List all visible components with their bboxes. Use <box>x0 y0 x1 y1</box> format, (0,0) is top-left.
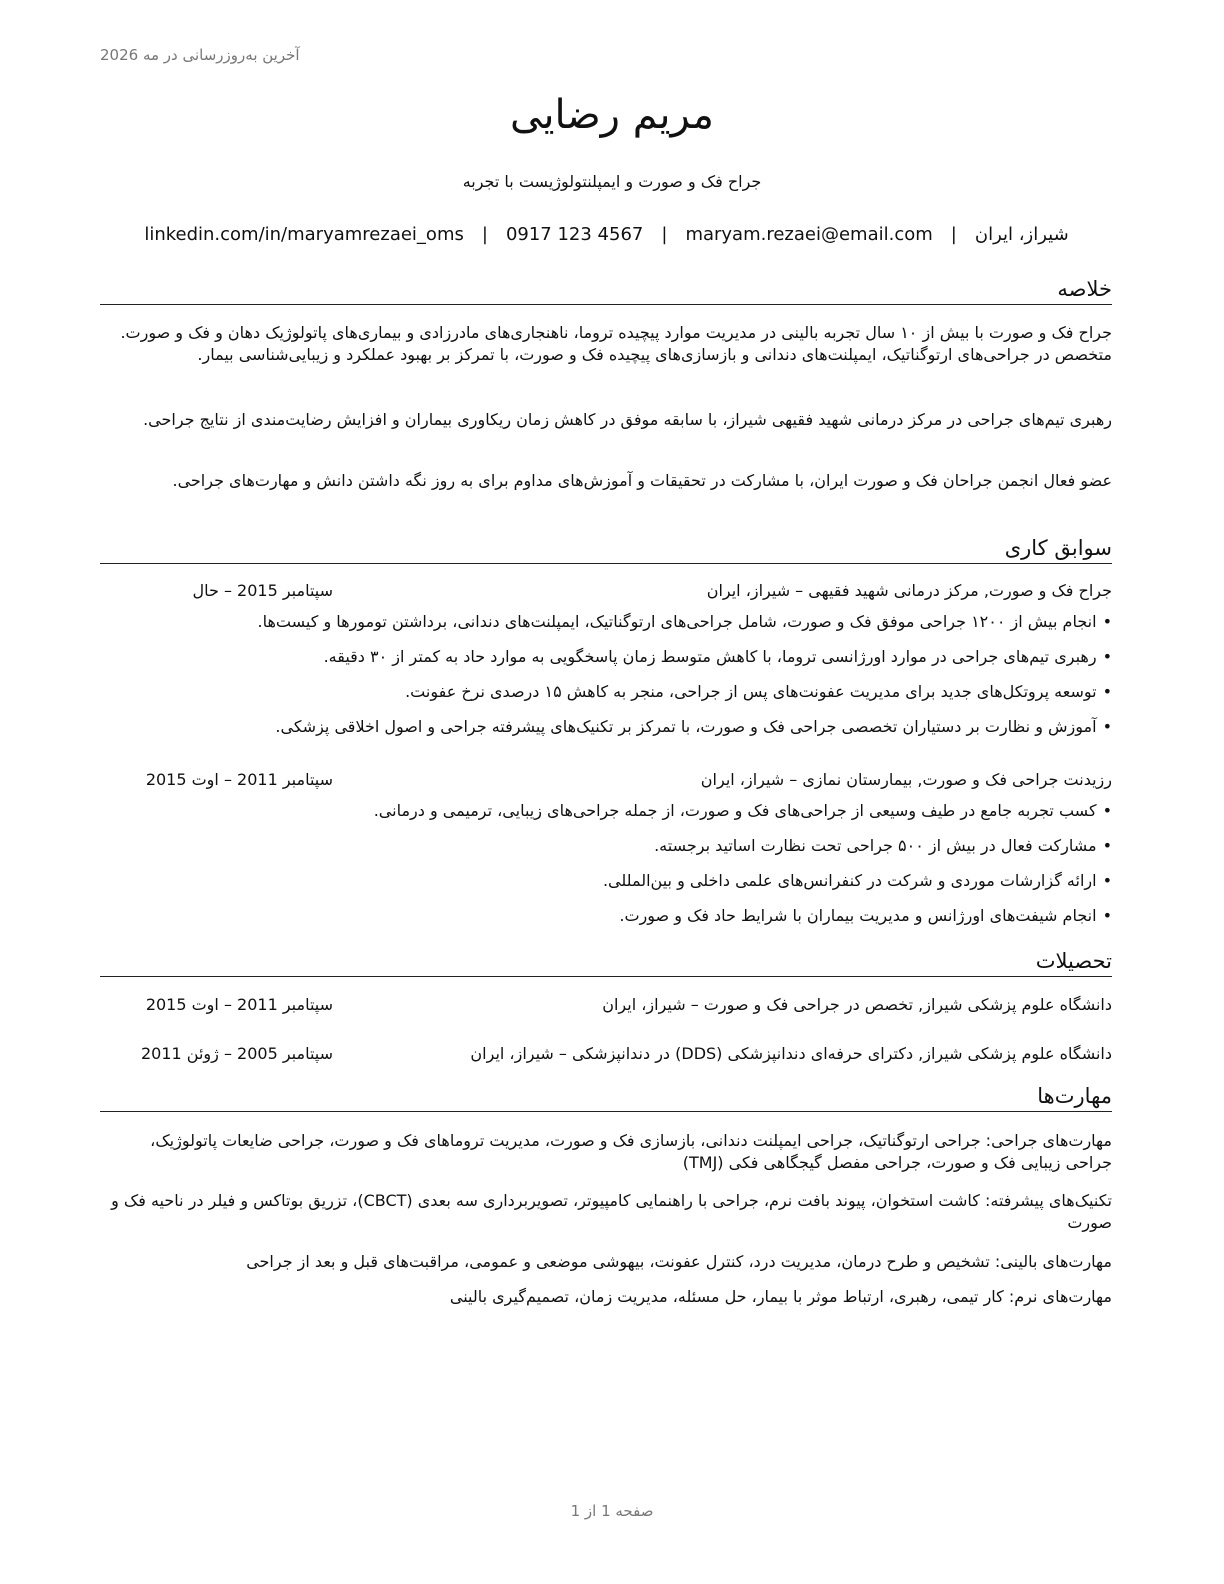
list-item <box>100 715 1112 750</box>
education-date: سپتامبر 2005 – ژوئن 2011 <box>140 1044 333 1063</box>
summary-paragraph: رهبری تیم‌های جراحی در مرکز درمانی شهید فقیهی شیراز، با سابقه موفق در کاهش زمان ریکاوری بیماران و افزایش رضایت‌مندی از نتایج جراحی. <box>143 410 1112 429</box>
job-date: سپتامبر 2015 – حال <box>192 581 333 600</box>
contact-phone: 0917 123 4567 <box>505 224 644 245</box>
last-updated: آخرین به‌روزرسانی در مه 2026 <box>100 46 300 64</box>
job-title: رزیدنت جراحی فک و صورت, بیمارستان نمازی – شیراز، ایران <box>700 770 1112 789</box>
bullet-text: ارائه گزارشات موردی و شرکت در کنفرانس‌های علمی داخلی و بین‌المللی. <box>602 871 1097 890</box>
list-item <box>100 610 1112 645</box>
section-heading-education: تحصیلات <box>100 948 1112 977</box>
list-item <box>100 869 1112 904</box>
section-heading-skills: مهارت‌ها <box>100 1083 1112 1112</box>
summary-paragraph: جراح فک و صورت با بیش از ۱۰ سال تجربه بالینی در مدیریت موارد پیچیده تروما، ناهنجاری‌های مادرزادی و بیماری‌های پاتولوژیک دهان و فک و صورت. متخصص در جراحی‌های ارتوگناتیک، ایمپلنت‌های دندانی و بازسازی‌های پیچیده فک و صورت، با تمرکز بر بهبود عملکرد و زیبایی‌شناسی بیمار. <box>120 323 1112 364</box>
contact-email[interactable]: maryam.rezaei@email.com <box>685 224 933 245</box>
bullet-text: رهبری تیم‌های جراحی در موارد اورژانسی تروما، با کاهش متوسط زمان پاسخگویی به موارد حاد به کمتر از ۳۰ دقیقه. <box>323 647 1097 666</box>
list-item <box>100 645 1112 680</box>
list-item <box>100 799 1112 834</box>
job-date: سپتامبر 2011 – اوت 2015 <box>145 770 333 789</box>
contact-separator: | <box>661 224 668 245</box>
bullet-text: توسعه پروتکل‌های جدید برای مدیریت عفونت‌های پس از جراحی، منجر به کاهش ۱۵ درصدی نرخ عفونت. <box>405 682 1097 701</box>
skills-line: مهارت‌های نرم: کار تیمی، رهبری، ارتباط موثر با بیمار، حل مسئله، مدیریت زمان، تصمیم‌گیری بالینی <box>449 1287 1112 1306</box>
skills-line: تکنیک‌های پیشرفته: کاشت استخوان، پیوند بافت نرم، جراحی با راهنمایی کامپیوتر، تصویربرداری سه بعدی (CBCT)، تزریق بوتاکس و فیلر در ناحیه فک و صورت <box>111 1191 1112 1232</box>
bullet-dot: • <box>1102 612 1112 631</box>
candidate-name: مریم رضایی <box>510 92 714 138</box>
bullet-dot: • <box>1102 801 1112 820</box>
bullet-text: انجام شیفت‌های اورژانس و مدیریت بیماران با شرایط حاد فک و صورت. <box>619 906 1097 925</box>
skills-line: مهارت‌های جراحی: جراحی ارتوگناتیک، جراحی ایمپلنت دندانی، بازسازی فک و صورت، مدیریت تروماهای فک و صورت، جراحی ضایعات پاتولوژیک، جراحی زیبایی فک و صورت، جراحی مفصل گیجگاهی فکی (TMJ) <box>150 1131 1112 1172</box>
job-row <box>100 579 1112 603</box>
list-item <box>100 834 1112 869</box>
education-row <box>100 993 1112 1017</box>
candidate-subtitle: جراح فک و صورت و ایمپلنتولوژیست با تجربه <box>462 172 762 191</box>
list-item <box>100 680 1112 715</box>
education-date: سپتامبر 2011 – اوت 2015 <box>145 995 333 1014</box>
bullet-dot: • <box>1102 647 1112 666</box>
job-row <box>100 768 1112 792</box>
bullet-text: انجام بیش از ۱۲۰۰ جراحی موفق فک و صورت، شامل جراحی‌های ارتوگناتیک، ایمپلنت‌های دندانی، برداشتن تومورها و کیست‌ها. <box>257 612 1097 631</box>
bullet-dot: • <box>1102 871 1112 890</box>
contact-location: شیراز، ایران <box>974 224 1069 245</box>
contact-separator: | <box>481 224 488 245</box>
bullet-dot: • <box>1102 906 1112 925</box>
list-item <box>100 904 1112 939</box>
skills-line: مهارت‌های بالینی: تشخیص و طرح درمان، مدیریت درد، کنترل عفونت، بیهوشی موضعی و عمومی، مراقبت‌های قبل و بعد از جراحی <box>246 1252 1112 1271</box>
contact-linkedin[interactable]: linkedin.com/in/maryamrezaei_oms <box>144 224 464 245</box>
contact-line <box>100 224 1113 245</box>
bullet-text: کسب تجربه جامع در طیف وسیعی از جراحی‌های فک و صورت، از جمله جراحی‌های زیبایی، ترمیمی و درمانی. <box>373 801 1097 820</box>
section-heading-summary: خلاصه <box>100 276 1112 305</box>
education-row <box>100 1042 1112 1066</box>
section-heading-experience: سوابق کاری <box>100 535 1112 564</box>
contact-separator: | <box>950 224 957 245</box>
page-number: صفحه 1 از 1 <box>570 1502 654 1520</box>
summary-paragraph: عضو فعال انجمن جراحان فک و صورت ایران، با مشارکت در تحقیقات و آموزش‌های مداوم برای به روز نگه داشتن دانش و مهارت‌های جراحی. <box>172 471 1112 490</box>
job-bullets <box>100 610 1112 750</box>
bullet-text: آموزش و نظارت بر دستیاران تخصصی جراحی فک و صورت، با تمرکز بر تکنیک‌های پیشرفته جراحی و اصول اخلاقی پزشکی. <box>275 717 1097 736</box>
job-bullets <box>100 799 1112 939</box>
bullet-text: مشارکت فعال در بیش از ۵۰۰ جراحی تحت نظارت اساتید برجسته. <box>654 836 1097 855</box>
bullet-dot: • <box>1102 836 1112 855</box>
bullet-dot: • <box>1102 717 1112 736</box>
job-title: جراح فک و صورت, مرکز درمانی شهید فقیهی – شیراز، ایران <box>706 581 1112 600</box>
bullet-dot: • <box>1102 682 1112 701</box>
education-title: دانشگاه علوم پزشکی شیراز, دکترای حرفه‌ای دندانپزشکی (DDS) در دندانپزشکی – شیراز، ایران <box>470 1044 1112 1063</box>
education-title: دانشگاه علوم پزشکی شیراز, تخصص در جراحی فک و صورت – شیراز، ایران <box>602 995 1112 1014</box>
